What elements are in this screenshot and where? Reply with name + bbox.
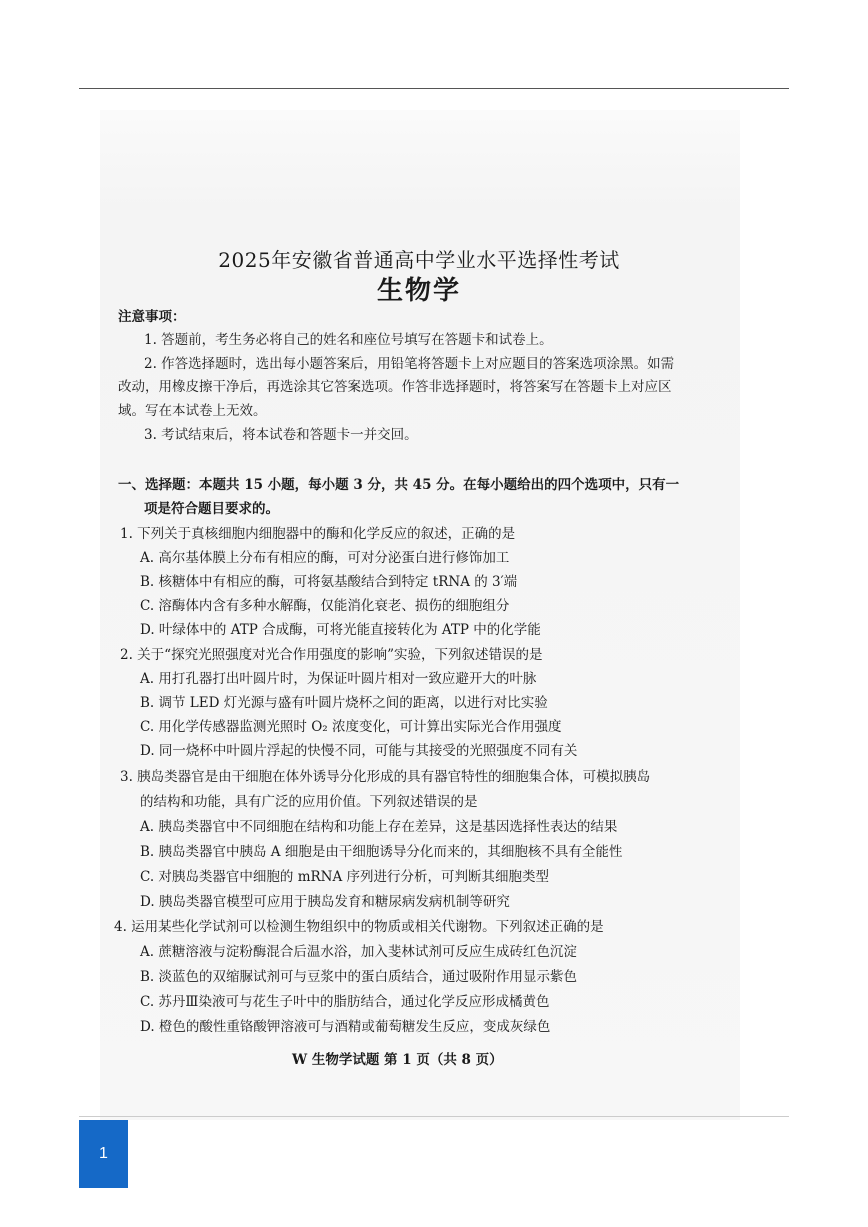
- q4-option-a: A. 蔗糖溶液与淀粉酶混合后温水浴，加入斐林试剂可反应生成砖红色沉淀: [140, 944, 577, 960]
- subject-title: 生物学: [376, 276, 461, 306]
- q1-option-c: C. 溶酶体内含有多种水解酶，仅能消化衰老、损伤的细胞组分: [140, 598, 510, 614]
- q4-option-b: B. 淡蓝色的双缩脲试剂可与豆浆中的蛋白质结合，通过吸附作用显示紫色: [140, 969, 578, 985]
- q2-option-c: C. 用化学传感器监测光照时 O₂ 浓度变化，可计算出实际光合作用强度: [140, 719, 562, 735]
- page-number-badge[interactable]: 1: [79, 1120, 128, 1188]
- q1-stem: 1. 下列关于真核细胞内细胞器中的酶和化学反应的叙述，正确的是: [120, 526, 516, 542]
- q3-stem-line-1: 3. 胰岛类器官是由干细胞在体外诱导分化形成的具有器官特性的细胞集合体，可模拟胰岛: [120, 769, 651, 785]
- notice-heading: 注意事项：: [118, 309, 186, 325]
- q4-option-c: C. 苏丹Ⅲ染液可与花生子叶中的脂肪结合，通过化学反应形成橘黄色: [140, 994, 550, 1010]
- notice-item-2-line-2: 改动，用橡皮擦干净后，再选涂其它答案选项。作答非选择题时，将答案写在答题卡上对应区: [118, 379, 672, 395]
- exam-paper: [104, 218, 734, 1113]
- q2-option-b: B. 调节 LED 灯光源与盛有叶圆片烧杯之间的距离，以进行对比实验: [140, 695, 548, 711]
- q4-stem: 4. 运用某些化学试剂可以检测生物组织中的物质或相关代谢物。下列叙述正确的是: [114, 919, 604, 935]
- q3-option-a: A. 胰岛类器官中不同细胞在结构和功能上存在差异，这是基因选择性表达的结果: [140, 819, 618, 835]
- page-footer: W 生物学试题 第 1 页（共 8 页）: [292, 1052, 503, 1068]
- q1-option-d: D. 叶绿体中的 ATP 合成酶，可将光能直接转化为 ATP 中的化学能: [140, 622, 541, 638]
- top-divider: [79, 88, 789, 89]
- q2-option-d: D. 同一烧杯中叶圆片浮起的快慢不同，可能与其接受的光照强度不同有关: [140, 743, 578, 759]
- notice-item-3: 3. 考试结束后，将本试卷和答题卡一并交回。: [144, 427, 418, 443]
- notice-item-2-line-1: 2. 作答选择题时，选出每小题答案后，用铅笔将答题卡上对应题目的答案选项涂黑。如需: [144, 356, 675, 372]
- q3-option-b: B. 胰岛类器官中胰岛 A 细胞是由干细胞诱导分化而来的，其细胞核不具有全能性: [140, 844, 623, 860]
- bottom-divider: [79, 1116, 789, 1117]
- notice-item-1: 1. 答题前，考生务必将自己的姓名和座位号填写在答题卡和试卷上。: [144, 332, 553, 348]
- q3-stem-line-2: 的结构和功能，具有广泛的应用价值。下列叙述错误的是: [140, 794, 478, 810]
- exam-title: 2025年安徽省普通高中学业水平选择性考试: [218, 248, 620, 272]
- notice-item-2-line-3: 域。写在本试卷上无效。: [118, 403, 267, 419]
- q2-option-a: A. 用打孔器打出叶圆片时，为保证叶圆片相对一致应避开大的叶脉: [140, 671, 537, 687]
- q1-option-b: B. 核糖体中有相应的酶，可将氨基酸结合到特定 tRNA 的 3′端: [140, 574, 518, 590]
- q3-option-d: D. 胰岛类器官模型可应用于胰岛发育和糖尿病发病机制等研究: [140, 894, 510, 910]
- q2-stem: 2. 关于“探究光照强度对光合作用强度的影响”实验，下列叙述错误的是: [120, 647, 543, 663]
- q1-option-a: A. 高尔基体膜上分布有相应的酶，可对分泌蛋白进行修饰加工: [140, 550, 510, 566]
- section-heading: 一、选择题：本题共 15 小题，每小题 3 分，共 45 分。在每小题给出的四个选项中，只有一: [118, 477, 680, 493]
- q3-option-c: C. 对胰岛类器官中细胞的 mRNA 序列进行分析，可判断其细胞类型: [140, 869, 550, 885]
- section-heading-cont: 项是符合题目要求的。: [144, 501, 279, 517]
- q4-option-d: D. 橙色的酸性重铬酸钾溶液可与酒精或葡萄糖发生反应，变成灰绿色: [140, 1019, 551, 1035]
